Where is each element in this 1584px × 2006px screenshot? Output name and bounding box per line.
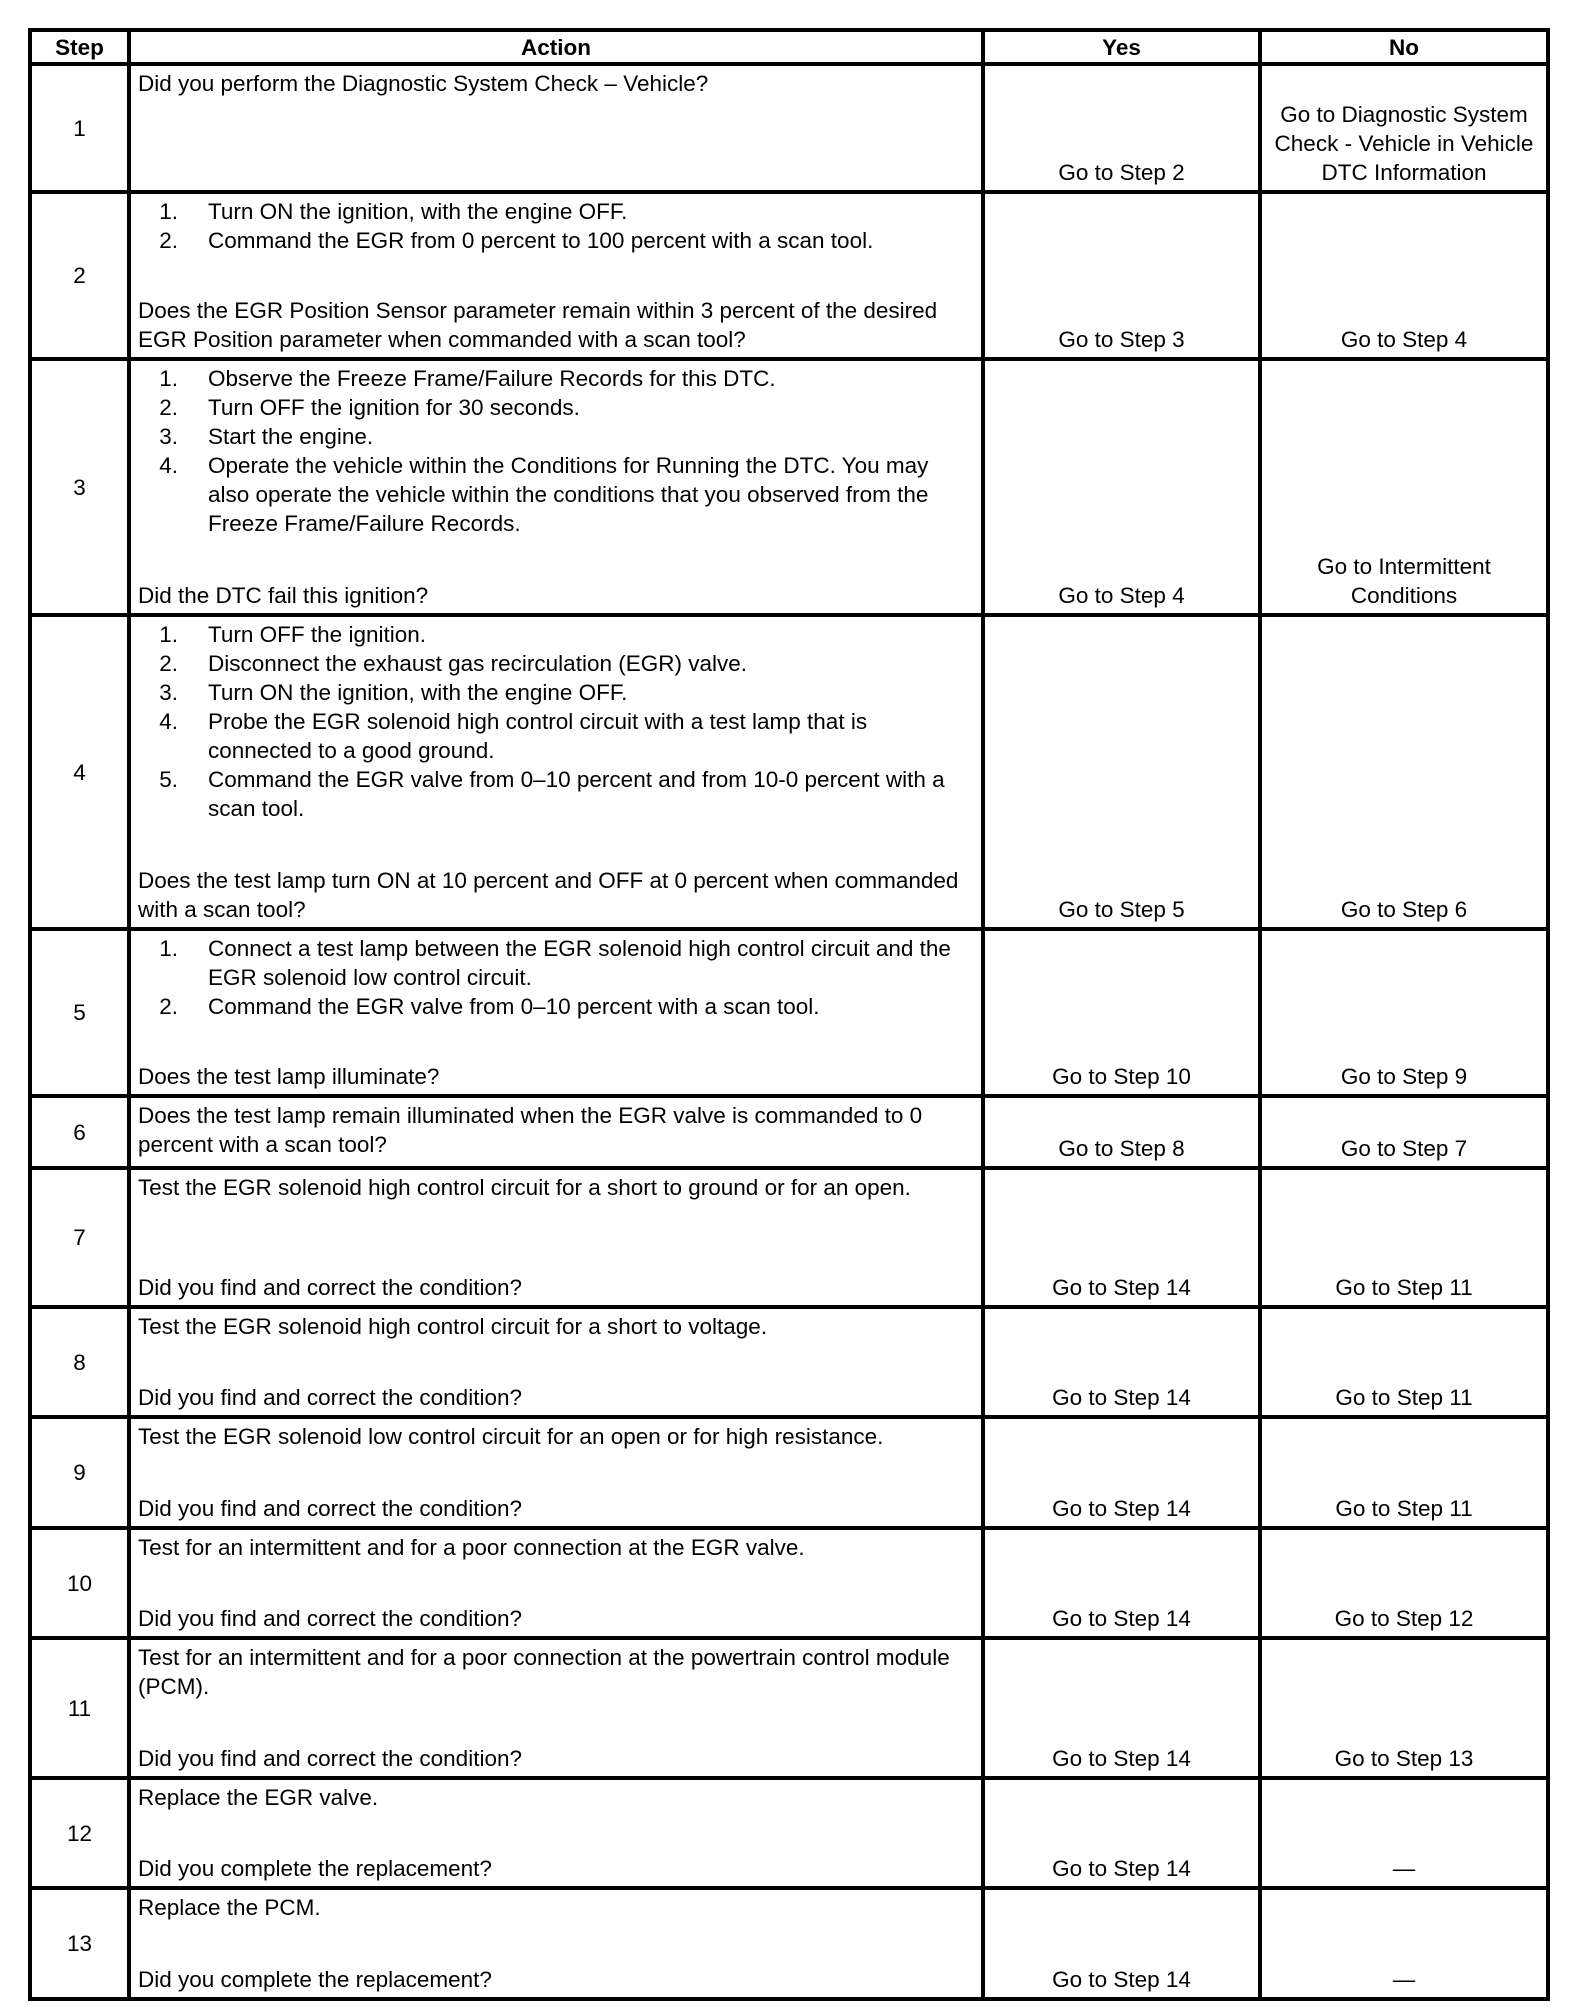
step-number: 1 [30,64,129,192]
no-result: Go to Step 11 [1260,1307,1548,1417]
yes-result: Go to Step 14 [983,1528,1260,1638]
substep-number: 3. [159,680,178,705]
no-result: Go to Step 9 [1260,929,1548,1096]
no-result: Go to Diagnostic System Check - Vehicle in Vehicle DTC Information [1260,64,1548,192]
substep-number: 2. [159,395,178,420]
table-row [30,929,1548,1096]
diagnostic-table-container [28,28,1546,2001]
no-result: Go to Step 12 [1260,1528,1548,1638]
substep-item [138,451,975,538]
action-question: Did the DTC fail this ignition? [138,583,429,608]
action-instruction: Test the EGR solenoid high control circuit for a short to ground or for an open. [138,1175,911,1200]
action-cell [129,1168,983,1307]
action-cell [129,929,983,1096]
header-no: No [1260,30,1548,64]
no-result: — [1260,1778,1548,1888]
table-row [30,1307,1548,1417]
substep-item [138,226,975,255]
table-row [30,1168,1548,1307]
no-result: Go to Step 11 [1260,1168,1548,1307]
substep-item [138,678,975,707]
step-number: 12 [30,1778,129,1888]
substep-text: Turn OFF the ignition for 30 seconds. [208,395,580,420]
action-instruction: Does the test lamp remain illuminated when the EGR valve is commanded to 0 percent with a scan tool? [138,1103,923,1157]
substep-number: 1. [159,622,178,647]
step-number: 10 [30,1528,129,1638]
action-cell [129,1778,983,1888]
action-question: Did you find and correct the condition? [138,1746,522,1771]
yes-result: Go to Step 2 [983,64,1260,192]
substep-item [138,992,975,1021]
action-question: Did you find and correct the condition? [138,1385,522,1410]
substep-item [138,197,975,226]
step-number: 8 [30,1307,129,1417]
action-question: Does the test lamp turn ON at 10 percent and OFF at 0 percent when commanded with a scan tool? [138,868,959,922]
substep-text: Disconnect the exhaust gas recirculation (EGR) valve. [208,651,747,676]
step-number: 3 [30,359,129,615]
table-row [30,1528,1548,1638]
substep-list [138,197,975,255]
substep-text: Start the engine. [208,424,374,449]
action-instruction: Test for an intermittent and for a poor connection at the powertrain control module (PCM). [138,1645,950,1699]
action-cell [129,64,983,192]
action-cell [129,1096,983,1168]
table-row [30,1417,1548,1528]
step-number: 4 [30,615,129,929]
substep-text: Command the EGR from 0 percent to 100 percent with a scan tool. [208,228,874,253]
diagnostic-table [28,28,1550,2001]
substep-item [138,707,975,765]
substep-text: Command the EGR valve from 0–10 percent and from 10-0 percent with a scan tool. [208,767,945,821]
substep-item [138,393,975,422]
table-body [30,64,1548,1999]
substep-number: 1. [159,199,178,224]
action-question: Did you find and correct the condition? [138,1606,522,1631]
substep-list [138,364,975,538]
action-cell [129,1638,983,1778]
action-cell [129,1888,983,1999]
table-row [30,1888,1548,1999]
yes-result: Go to Step 14 [983,1778,1260,1888]
yes-result: Go to Step 10 [983,929,1260,1096]
step-number: 5 [30,929,129,1096]
action-instruction: Test the EGR solenoid low control circuit for an open or for high resistance. [138,1424,884,1449]
yes-result: Go to Step 14 [983,1417,1260,1528]
substep-number: 1. [159,936,178,961]
table-row [30,1096,1548,1168]
substep-item [138,649,975,678]
action-question: Did you find and correct the condition? [138,1496,522,1521]
action-instruction: Replace the EGR valve. [138,1785,379,1810]
step-number: 11 [30,1638,129,1778]
no-result: — [1260,1888,1548,1999]
step-number: 6 [30,1096,129,1168]
substep-list [138,934,975,1021]
table-row [30,64,1548,192]
header-yes: Yes [983,30,1260,64]
table-row [30,192,1548,359]
action-cell [129,1307,983,1417]
header-action: Action [129,30,983,64]
yes-result: Go to Step 8 [983,1096,1260,1168]
table-row [30,1638,1548,1778]
substep-text: Turn ON the ignition, with the engine OFF. [208,680,628,705]
substep-item [138,422,975,451]
action-question: Did you find and correct the condition? [138,1275,522,1300]
yes-result: Go to Step 3 [983,192,1260,359]
action-question: Does the EGR Position Sensor parameter remain within 3 percent of the desired EGR Position parameter when commanded with a scan tool? [138,298,938,352]
step-number: 7 [30,1168,129,1307]
action-question: Does the test lamp illuminate? [138,1064,440,1089]
substep-number: 1. [159,366,178,391]
yes-result: Go to Step 5 [983,615,1260,929]
substep-item [138,620,975,649]
yes-result: Go to Step 4 [983,359,1260,615]
no-result: Go to Step 11 [1260,1417,1548,1528]
action-cell [129,615,983,929]
header-step: Step [30,30,129,64]
yes-result: Go to Step 14 [983,1638,1260,1778]
action-question: Did you complete the replacement? [138,1856,492,1881]
substep-text: Operate the vehicle within the Conditions for Running the DTC. You may also operate the vehicle within the conditions that you observed from the Freeze Frame/Failure Records. [208,453,929,536]
substep-text: Turn ON the ignition, with the engine OFF. [208,199,628,224]
substep-number: 2. [159,228,178,253]
substep-text: Turn OFF the ignition. [208,622,427,647]
action-instruction: Test for an intermittent and for a poor connection at the EGR valve. [138,1535,805,1560]
no-result: Go to Intermittent Conditions [1260,359,1548,615]
action-cell [129,359,983,615]
substep-number: 4. [159,709,178,734]
action-cell [129,1417,983,1528]
table-row [30,359,1548,615]
substep-number: 5. [159,767,178,792]
step-number: 2 [30,192,129,359]
substep-text: Command the EGR valve from 0–10 percent with a scan tool. [208,994,820,1019]
no-result: Go to Step 7 [1260,1096,1548,1168]
substep-item [138,934,975,992]
no-result: Go to Step 6 [1260,615,1548,929]
table-row [30,615,1548,929]
substep-text: Observe the Freeze Frame/Failure Records for this DTC. [208,366,776,391]
substep-number: 4. [159,453,178,478]
step-number: 9 [30,1417,129,1528]
table-row [30,1778,1548,1888]
header-row [30,30,1548,64]
step-number: 13 [30,1888,129,1999]
action-cell [129,1528,983,1638]
action-cell [129,192,983,359]
yes-result: Go to Step 14 [983,1168,1260,1307]
no-result: Go to Step 4 [1260,192,1548,359]
substep-item [138,765,975,823]
no-result: Go to Step 13 [1260,1638,1548,1778]
substep-text: Probe the EGR solenoid high control circuit with a test lamp that is connected to a good ground. [208,709,868,763]
action-instruction: Test the EGR solenoid high control circuit for a short to voltage. [138,1314,768,1339]
action-question: Did you complete the replacement? [138,1967,492,1992]
action-instruction: Replace the PCM. [138,1895,321,1920]
substep-item [138,364,975,393]
substep-text: Connect a test lamp between the EGR solenoid high control circuit and the EGR solenoid low control circuit. [208,936,951,990]
substep-number: 3. [159,424,178,449]
substep-list [138,620,975,823]
substep-number: 2. [159,994,178,1019]
substep-number: 2. [159,651,178,676]
action-instruction: Did you perform the Diagnostic System Check – Vehicle? [138,71,709,96]
yes-result: Go to Step 14 [983,1888,1260,1999]
yes-result: Go to Step 14 [983,1307,1260,1417]
